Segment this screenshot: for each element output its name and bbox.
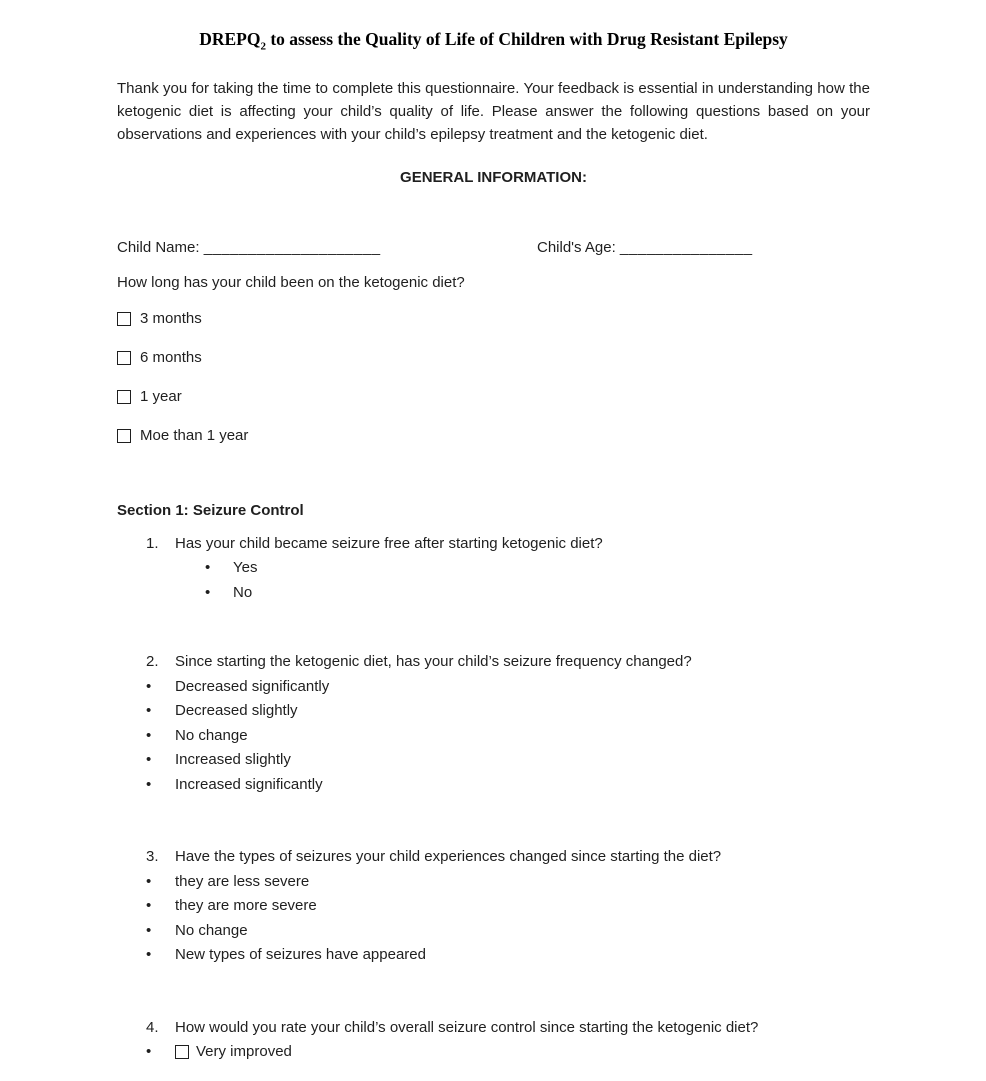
intro-paragraph: Thank you for taking the time to complete this questionnaire. Your feedback is essential in understanding how the ketogenic diet is affecting your child’s quality of life. Please answer the following questions based on your observations and experiences with your child’s epilepsy treatment and the ketogenic diet. [117, 79, 870, 143]
option-label: Yes [233, 559, 258, 576]
checkbox-icon[interactable] [117, 312, 131, 326]
bullet-icon: • [146, 872, 152, 890]
question-number: 1. [146, 534, 159, 552]
question-3-option [117, 919, 870, 944]
child-age-blank[interactable]: _______________ [619, 238, 753, 256]
child-name-label: Child Name: [117, 238, 200, 256]
duration-option-3-months[interactable] [117, 308, 870, 330]
question-text: How would you rate your child’s overall seizure control since starting the ketogenic diet? [175, 1018, 759, 1036]
option-label: Decreased significantly [175, 677, 330, 695]
option-label: they are more severe [175, 897, 317, 914]
option-label: they are less severe [175, 872, 310, 890]
checkbox-icon[interactable] [117, 390, 131, 404]
title-rest: to assess the Quality of Life of Children with Drug Resistant Epilepsy [265, 29, 788, 49]
option-label: Increased significantly [175, 775, 323, 793]
question-3-option [117, 870, 870, 895]
question-2-text-row [117, 650, 870, 675]
option-label: Decreased slightly [175, 702, 298, 719]
question-1-option-no [117, 581, 870, 606]
option-label: No change [175, 921, 248, 939]
option-label: Very improved [196, 1043, 292, 1060]
duration-option-label: 1 year [140, 388, 182, 405]
duration-option-label: Moe than 1 year [140, 427, 249, 444]
question-2-option [117, 748, 870, 773]
section1-heading: Section 1: Seizure Control [117, 501, 304, 519]
duration-options [117, 308, 870, 447]
bullet-icon: • [146, 1043, 152, 1060]
option-label: No [233, 583, 253, 601]
duration-option-label: 6 months [140, 349, 202, 366]
child-age-field [537, 237, 753, 259]
question-3-option [117, 894, 870, 919]
bullet-icon: • [146, 677, 152, 695]
question-number: 2. [146, 653, 159, 670]
question-text: Since starting the ketogenic diet, has your child’s seizure frequency changed? [175, 653, 692, 670]
question-1 [117, 532, 870, 606]
bullet-icon: • [205, 559, 211, 576]
question-2 [117, 650, 870, 797]
question-number: 4. [146, 1018, 159, 1036]
question-3-option [117, 943, 870, 968]
question-4-text-row [117, 1016, 870, 1041]
option-label: No change [175, 726, 248, 744]
checkbox-icon[interactable] [175, 1045, 189, 1059]
question-number: 3. [146, 848, 159, 865]
duration-option-label: 3 months [140, 310, 202, 327]
bullet-icon: • [146, 726, 152, 744]
duration-option-6-months[interactable] [117, 347, 870, 369]
question-4 [117, 1016, 870, 1065]
question-text: Have the types of seizures your child experiences changed since starting the diet? [175, 848, 722, 865]
checkbox-icon[interactable] [117, 429, 131, 443]
question-2-option [117, 724, 870, 749]
checkbox-icon[interactable] [117, 351, 131, 365]
question-1-text-row [117, 532, 870, 557]
question-3-text-row [117, 845, 870, 870]
bullet-icon: • [146, 702, 152, 719]
child-age-label: Child's Age: [537, 238, 616, 256]
option-label: Increased slightly [175, 751, 291, 768]
title-prefix: DREPQ [199, 29, 261, 49]
question-2-option [117, 699, 870, 724]
bullet-icon: • [146, 921, 152, 939]
duration-option-1-year[interactable] [117, 386, 870, 408]
title-subscript: 2 [260, 40, 266, 53]
bullet-icon: • [146, 946, 152, 963]
question-4-option-very-improved[interactable] [117, 1040, 870, 1065]
option-label: New types of seizures have appeared [175, 946, 426, 963]
duration-question: How long has your child been on the ketogenic diet? [117, 273, 465, 291]
question-1-option-yes [117, 556, 870, 581]
document-title [117, 28, 870, 58]
bullet-icon: • [146, 897, 152, 914]
bullet-icon: • [146, 775, 152, 793]
bullet-icon: • [146, 751, 152, 768]
child-name-field [117, 239, 381, 256]
bullet-icon: • [205, 583, 211, 601]
name-age-row [117, 237, 870, 259]
duration-option-more-than-1-year[interactable] [117, 425, 870, 447]
question-2-option [117, 773, 870, 798]
question-text: Has your child became seizure free after starting ketogenic diet? [175, 534, 603, 552]
question-2-option [117, 675, 870, 700]
child-name-blank[interactable]: ____________________ [203, 238, 381, 256]
general-information-heading: GENERAL INFORMATION: [400, 168, 587, 186]
question-3 [117, 845, 870, 968]
